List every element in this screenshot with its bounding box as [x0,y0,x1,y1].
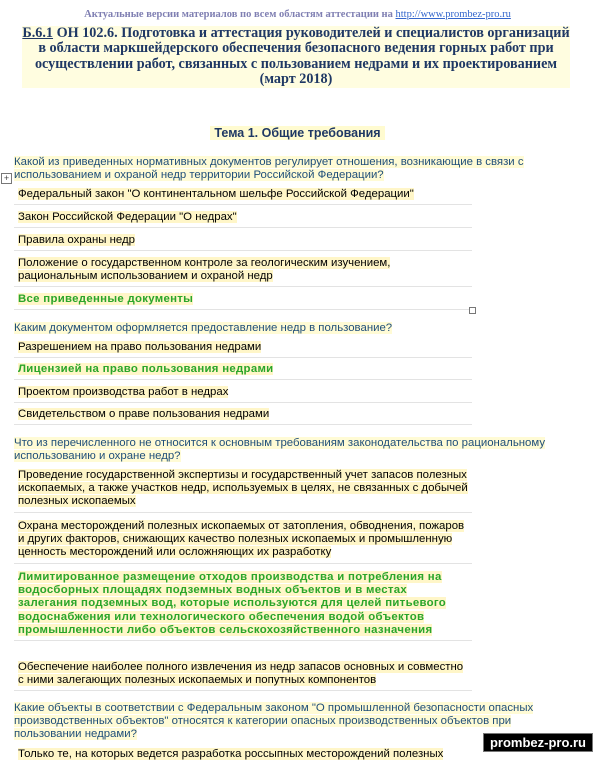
header-line [0,9,595,20]
answer-3-4[interactable]: Обеспечение наиболее полного извлечения из недр запасов основных и совместно с ними залегающих полезных ископаемых и попутных компонентов [14,658,472,691]
answer-1-2[interactable]: Закон Российской Федерации "О недрах" [14,208,472,228]
answer-1-1[interactable]: Федеральный закон "О континентальном шельфе Российской Федерации" [14,185,472,205]
topic-heading [0,126,595,140]
header-prefix: Актуальные версии материалов по всем областям аттестации на [84,9,393,20]
watermark: prombez-pro.ru [483,733,593,752]
title-date: (март 2018) [259,71,333,88]
question-3 [14,437,574,463]
table-move-icon[interactable]: + [1,173,12,184]
question-2 [14,322,574,335]
answer-1-4[interactable]: Положение о государственном контроле за геологическим изучением, рациональным использованием и охраной недр [14,254,472,287]
answer-2-1[interactable]: Разрешением на право пользования недрами [14,338,472,358]
answer-3-1[interactable]: Проведение государственной экспертизы и государственный учет запасов полезных ископаемых, а также участков недр, используемых в целях, не связанных с добычей полезных ископаемых [14,466,472,513]
question-2-text: Каким документом оформляется предоставление недр в пользование? [14,322,393,334]
topic-text: Тема 1. Общие требования [210,126,384,140]
question-1 [14,156,574,182]
document-title [22,26,570,88]
answer-1-5-correct[interactable]: Все приведенные документы [14,290,472,310]
header-link[interactable]: http://www.prombez-pro.ru [395,9,511,20]
answer-4-1[interactable]: Только те, на которых ведется разработка россыпных месторождений полезных [18,748,444,760]
question-1-text: Какой из приведенных нормативных документов регулирует отношения, возникающие в связи с использованием и охраной недр территории Российской Федерации? [14,156,524,181]
answer-2-4[interactable]: Свидетельством о праве пользования недрами [14,405,472,425]
answer-3-2[interactable]: Охрана месторождений полезных ископаемых от затопления, обводнения, пожаров и других факторов, снижающих качество полезных ископаемых и промышленную ценность месторождений или осложняющих их разработку [14,517,472,564]
table-resize-handle[interactable] [469,307,476,314]
title-text: ОН 102.6. Подготовка и аттестация руководителей и специалистов организаций в области маркшейдерского обеспечения безопасного ведения горных работ при осуществлении работ, связанных с пользованием недрами и их проектированием [34,25,570,72]
answer-2-3[interactable]: Проектом производства работ в недрах [14,383,472,403]
question-4-text: Какие объекты в соответствии с Федеральным законом "О промышленной безопасности опасных производственных объектов" относятся к категории опасных производственных объектов при пользовании недрами? [14,702,534,740]
answer-3-3-correct[interactable]: Лимитированное размещение отходов производства и потребления на водосборных площадях подземных водных объектов и в местах залегания подземных вод, которые используются для целей питьевого водоснабжения или технологического обеспечения водой объектов промышленности либо объектов сельскохозяйственного назначения [14,568,472,641]
question-3-text: Что из перечисленного не относится к основным требованиям законодательства по рациональному использованию и охране недр? [14,437,546,462]
title-code: Б.6.1 [22,25,54,41]
answer-2-2-correct[interactable]: Лицензией на право пользования недрами [14,360,472,380]
answer-1-3[interactable]: Правила охраны недр [14,231,472,251]
